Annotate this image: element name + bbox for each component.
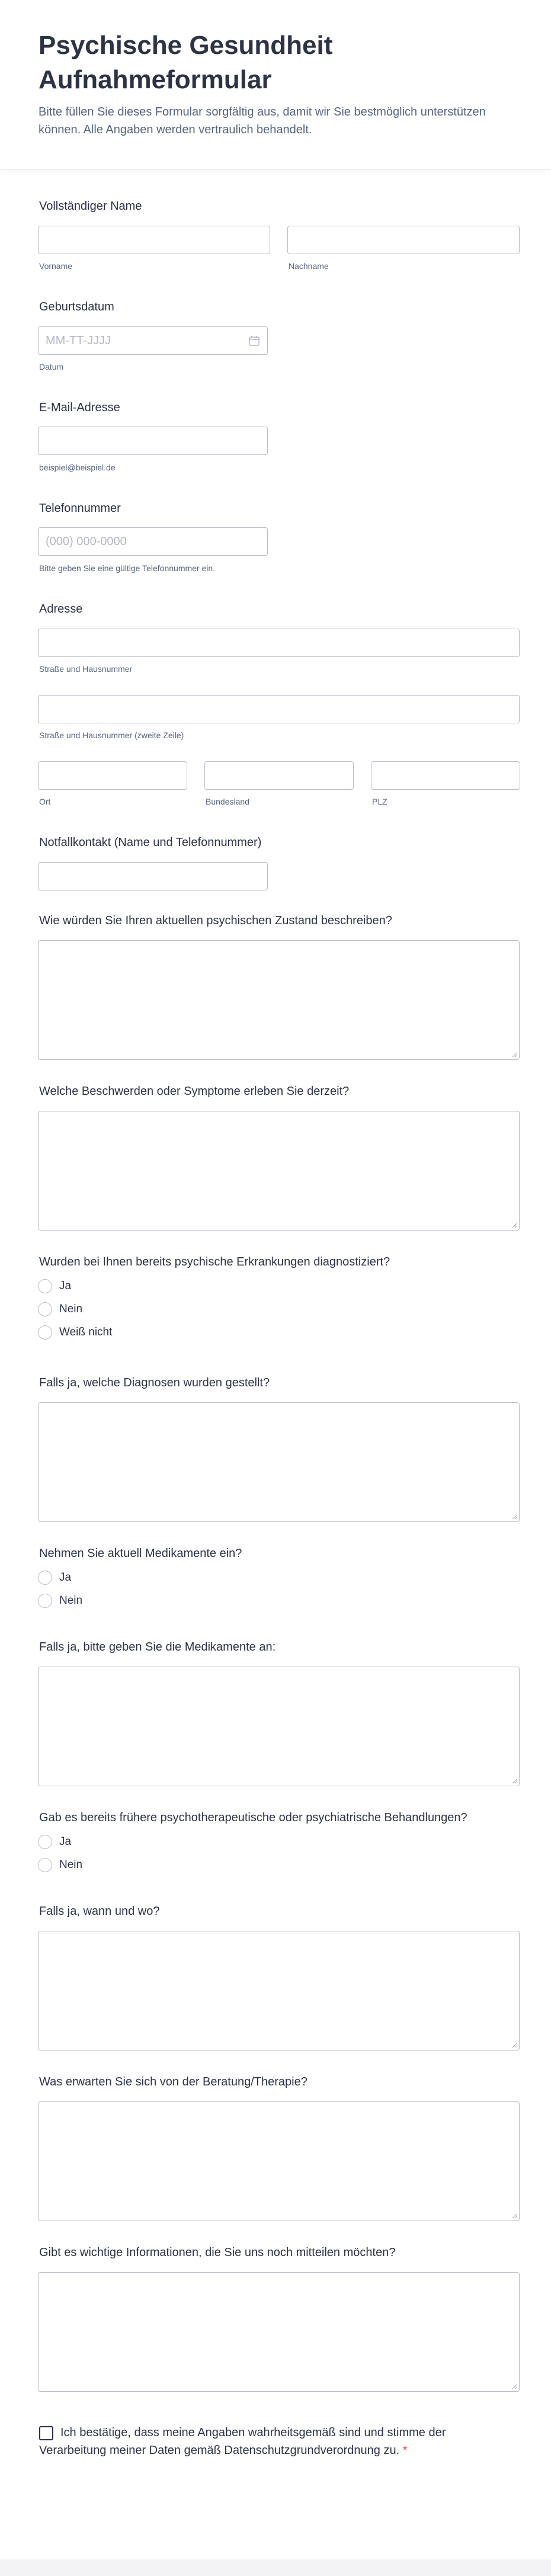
radio-label: Ja: [59, 1835, 72, 1848]
last-name-input[interactable]: [287, 226, 520, 254]
meds-radio-group: [38, 1569, 82, 1609]
required-asterisk: *: [402, 2444, 408, 2457]
email-sublabel: beispiel@beispiel.de: [39, 463, 116, 472]
consent-label: Ich bestätige, dass meine Angaben wahrheitsgemäß sind und stimme der Verarbeitung meiner Daten gemäß Datenschutzgrundverordnung zu.: [39, 2426, 446, 2457]
form-header: [0, 0, 551, 170]
resize-grip-icon[interactable]: [511, 2042, 517, 2048]
diagnosed-radio-group: [38, 1278, 112, 1341]
symptoms-textarea[interactable]: [38, 1111, 520, 1231]
other-label: Gibt es wichtige Informationen, die Sie uns noch mitteilen möchten?: [39, 2246, 396, 2259]
city-input[interactable]: [38, 761, 187, 790]
radio-button[interactable]: [38, 1835, 52, 1849]
emergency-label: Notfallkontakt (Name und Telefonnummer): [39, 836, 262, 849]
radio-button[interactable]: [38, 1858, 52, 1872]
email-label: E-Mail-Adresse: [39, 401, 120, 414]
radio-option[interactable]: [38, 1278, 112, 1295]
prior-radio-group: [38, 1834, 82, 1873]
zip-input[interactable]: [371, 761, 520, 790]
resize-grip-icon[interactable]: [511, 1778, 517, 1784]
name-label: Vollständiger Name: [39, 200, 142, 213]
radio-label: Nein: [59, 1594, 83, 1607]
diagnosed-label: Wurden bei Ihnen bereits psychische Erkrankungen diagnostiziert?: [39, 1255, 390, 1268]
phone-placeholder: (000) 000-0000: [46, 534, 127, 548]
radio-label: Ja: [59, 1280, 72, 1292]
resize-grip-icon[interactable]: [511, 1222, 517, 1228]
calendar-icon[interactable]: [248, 335, 260, 347]
prior-when-label: Falls ja, wann und wo?: [39, 1905, 160, 1918]
diagnoses-textarea[interactable]: [38, 1402, 520, 1522]
radio-label: Nein: [59, 1859, 83, 1871]
other-textarea[interactable]: [38, 2272, 520, 2392]
meds-list-textarea[interactable]: [38, 1667, 520, 1786]
address-label: Adresse: [39, 603, 83, 616]
radio-option[interactable]: [38, 1569, 82, 1586]
street2-sublabel: Straße und Hausnummer (zweite Zeile): [39, 730, 184, 740]
radio-option[interactable]: [38, 1834, 82, 1850]
diagnoses-label: Falls ja, welche Diagnosen wurden gestellt?: [39, 1376, 270, 1389]
birthdate-input[interactable]: [38, 326, 268, 355]
street-input[interactable]: [38, 629, 520, 657]
radio-option[interactable]: [38, 1324, 112, 1341]
phone-sublabel: Bitte geben Sie eine gültige Telefonnummer ein.: [39, 563, 216, 573]
radio-label: Nein: [59, 1303, 83, 1315]
resize-grip-icon[interactable]: [511, 2213, 517, 2219]
zip-sublabel: PLZ: [372, 797, 387, 806]
form-description: Bitte füllen Sie dieses Formular sorgfältig aus, damit wir Sie bestmöglich unterstützen können. Alle Angaben werden vertraulich behandelt.: [39, 105, 486, 136]
resize-grip-icon[interactable]: [511, 1514, 517, 1520]
radio-option[interactable]: [38, 1857, 82, 1873]
resize-grip-icon[interactable]: [511, 2383, 517, 2389]
prior-when-textarea[interactable]: [38, 1931, 520, 2050]
first-name-input[interactable]: [38, 226, 270, 254]
street2-input[interactable]: [38, 695, 520, 723]
meds-label: Nehmen Sie aktuell Medikamente ein?: [39, 1547, 242, 1560]
email-input[interactable]: [38, 427, 268, 455]
birthdate-placeholder: MM-TT-JJJJ: [46, 334, 111, 347]
radio-label: Weiß nicht: [59, 1326, 113, 1338]
meds-list-label: Falls ja, bitte geben Sie die Medikamente an:: [39, 1641, 276, 1654]
city-sublabel: Ort: [39, 797, 51, 806]
expect-textarea[interactable]: [38, 2101, 520, 2221]
radio-button[interactable]: [38, 1302, 52, 1316]
state-mind-textarea[interactable]: [38, 940, 520, 1060]
birthdate-sublabel: Datum: [39, 362, 64, 371]
last-name-sublabel: Nachname: [289, 261, 329, 271]
state-sublabel: Bundesland: [206, 797, 249, 806]
birthdate-label: Geburtsdatum: [39, 300, 114, 313]
first-name-sublabel: Vorname: [39, 261, 73, 271]
radio-option[interactable]: [38, 1301, 112, 1318]
radio-button[interactable]: [38, 1571, 52, 1585]
consent-text: [39, 2424, 489, 2459]
radio-button[interactable]: [38, 1594, 52, 1608]
emergency-input[interactable]: [38, 862, 268, 890]
expect-label: Was erwarten Sie sich von der Beratung/Therapie?: [39, 2075, 307, 2088]
state-mind-label: Wie würden Sie Ihren aktuellen psychischen Zustand beschreiben?: [39, 914, 392, 927]
prior-label: Gab es bereits frühere psychotherapeutische oder psychiatrische Behandlungen?: [39, 1811, 467, 1824]
resize-grip-icon[interactable]: [511, 1052, 517, 1058]
street-sublabel: Straße und Hausnummer: [39, 664, 133, 674]
radio-option[interactable]: [38, 1593, 82, 1609]
radio-button[interactable]: [38, 1325, 52, 1340]
phone-input[interactable]: [38, 527, 268, 556]
form-title: Psychische Gesundheit Aufnahmeformular: [39, 31, 333, 94]
phone-label: Telefonnummer: [39, 502, 121, 515]
radio-label: Ja: [59, 1571, 72, 1584]
symptoms-label: Welche Beschwerden oder Symptome erleben Sie derzeit?: [39, 1085, 350, 1098]
state-input[interactable]: [204, 761, 354, 790]
radio-button[interactable]: [38, 1279, 52, 1293]
